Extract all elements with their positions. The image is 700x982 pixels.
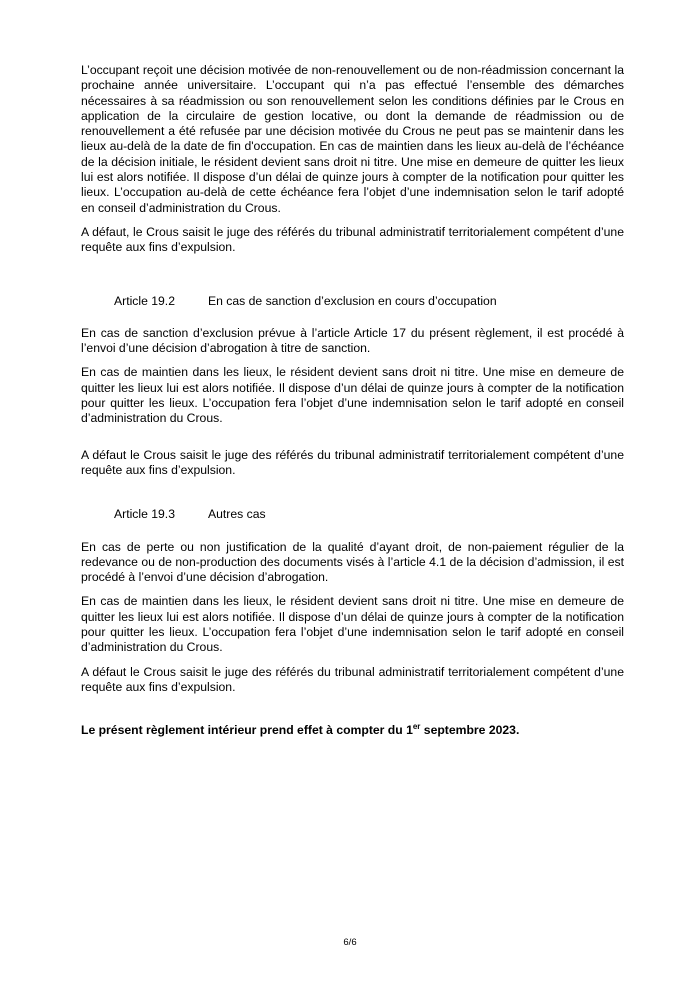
- intro-paragraph-2: A défaut, le Crous saisit le juge des référés du tribunal administratif territorialement compétent d’une requête aux fins d’expulsion.: [81, 224, 624, 255]
- article-19-3-number: Article 19.3: [114, 507, 175, 522]
- spacer: [81, 523, 624, 540]
- article-19-2-paragraph-3: A défaut le Crous saisit le juge des référés du tribunal administratif territorialement compétent d’une requête aux fins d’expulsion.: [81, 447, 624, 477]
- page-number: 6/6: [343, 937, 357, 948]
- article-19-3-paragraph-2: En cas de maintien dans les lieux, le résident devient sans droit ni titre. Une mise en demeure de quitter les lieux lui est alors notifiée. Il dispose d’un délai de quinze jours à compter de la notification pour quitter les lieux. L’occupation fera l’objet d’une indemnisation selon le tarif adopté en conseil d’administration du Crous.: [81, 594, 624, 655]
- spacer: [81, 487, 624, 507]
- spacer: [81, 436, 624, 448]
- article-19-2-heading: [81, 294, 624, 309]
- spacer: [81, 704, 624, 723]
- effective-date-statement: [81, 723, 624, 738]
- article-19-2-paragraph-2: En cas de maintien dans les lieux, le résident devient sans droit ni titre. Une mise en demeure de quitter les lieux lui est alors notifiée. Il dispose d’un délai de quinze jours à compter de la notification pour quitter les lieux. L’occupation fera l’objet d’une indemnisation selon le tarif adopté en conseil d’administration du Crous.: [81, 365, 624, 426]
- document-body: [81, 63, 624, 739]
- intro-paragraph-1: L’occupant reçoit une décision motivée de non-renouvellement ou de non-réadmission concernant la prochaine année universitaire. L’occupant qui n’a pas effectué l’ensemble des démarches nécessaires à sa réadmission ou son renouvellement selon les conditions définies par le Crous en application de la circulaire de gestion locative, ou dont la demande de réadmission ou de renouvellement a été refusée par une décision motivée du Crous ne peut pas se maintenir dans les lieux au-delà de la date de fin d'occupation. En cas de maintien dans les lieux au-delà de l’échéance de la décision initiale, le résident devient sans droit ni titre. Une mise en demeure de quitter les lieux lui est alors notifiée. Il dispose d’un délai de quinze jours à compter de la notification pour quitter les lieux. L’occupation au-delà de cette échéance fera l’objet d’une indemnisation selon le tarif adopté en conseil d’administration du Crous.: [81, 63, 624, 215]
- article-19-2-paragraph-1: En cas de sanction d’exclusion prévue à l’article Article 17 du présent règlement, il est procédé à l’envoi d’une décision d’abrogation à titre de sanction.: [81, 325, 624, 356]
- article-19-3-paragraph-3: A défaut le Crous saisit le juge des référés du tribunal administratif territorialement compétent d’une requête aux fins d’expulsion.: [81, 664, 624, 694]
- spacer: [81, 309, 624, 326]
- article-19-3-paragraph-1: En cas de perte ou non justification de la qualité d’ayant droit, de non-paiement régulier de la redevance ou de non-production des documents visés à l’article 4.1 de la décision d’admission, il est procédé à l’envoi d’une décision d’abrogation.: [81, 539, 624, 585]
- effective-date-text: Le présent règlement intérieur prend effet à compter du 1: [81, 723, 413, 738]
- article-19-3-title: Autres cas: [208, 507, 266, 522]
- article-19-2-number: Article 19.2: [114, 293, 175, 308]
- article-19-2-title: En cas de sanction d’exclusion en cours d’occupation: [208, 293, 497, 308]
- effective-date-superscript: er: [412, 722, 421, 732]
- spacer: [81, 265, 624, 294]
- effective-date-text-end: septembre 2023.: [420, 723, 520, 738]
- article-19-3-heading: [81, 507, 624, 522]
